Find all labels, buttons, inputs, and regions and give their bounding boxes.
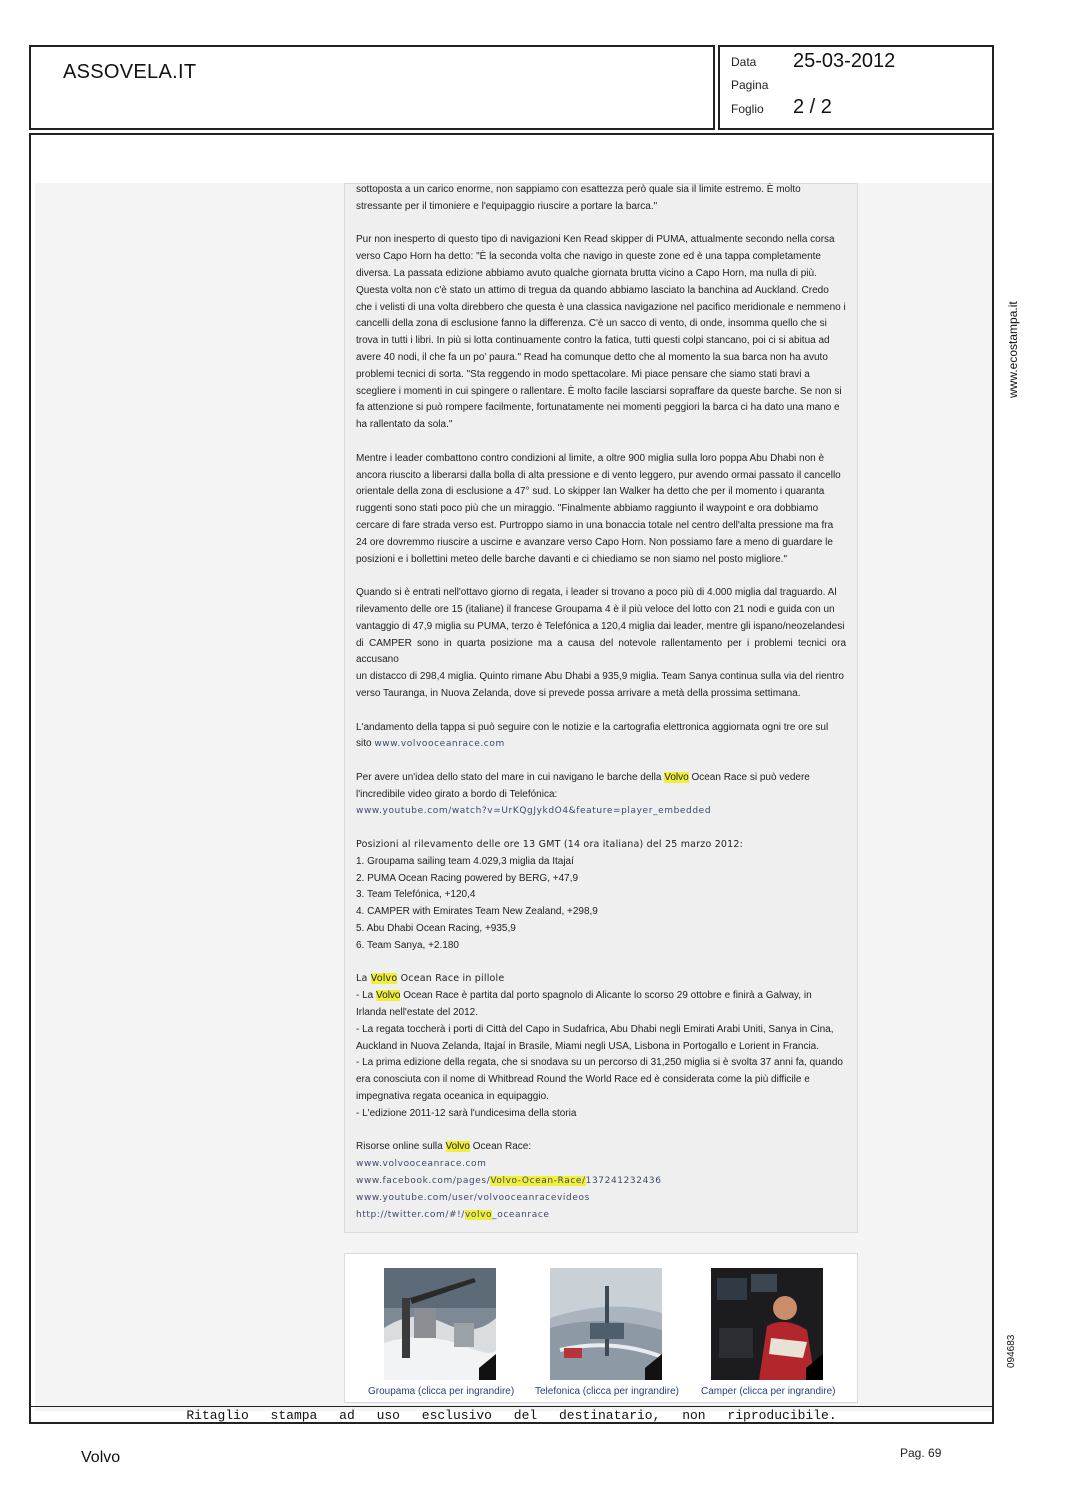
paragraph-4: Quando si è entrati nell'ottavo giorno di regata, i leader si trovano a poco più di 4.000 miglia dal traguardo. Al rilevamento delle ore 15 (italiane) il francese Groupama 4 è il più veloce del lotto con 21 nodi e guida con un vantaggio di 47,9 miglia su PUMA, terzo è Telefónica a 120,4 miglia dai leader, mentre gli ispano/neozelandesi di CAMPER sono in quarta posizione ma a causa del notevole rallentamento per i problemi tecnici ora accusano un distacco di 298,4 miglia. Quinto rimane Abu Dhabi a 935,9 miglia. Team Sanya continua sulla via del rientro verso Tauranga, in Nuova Zelanda, dove si prevede possa arrivare a metà della prossima settimana. (356, 587, 846, 699)
resources-section: Risorse online sulla Volvo Ocean Race: www.volvooceanrace.com www.facebook.com/pages/Volvo-Ocean-Race/137241232436 www.youtube.com/user/volvooceanracevideos http://twitter.com/#!/volvo_oceanrace (356, 1139, 846, 1223)
caption-camper[interactable]: Camper (clicca per ingrandire) (701, 1386, 836, 1397)
caption-groupama[interactable]: Groupama (clicca per ingrandire) (368, 1386, 515, 1397)
highlight-volvo: Volvo (664, 771, 689, 783)
paragraph-1: sottoposta a un carico enorme, non sappiamo con esattezza però quale sia il limite estremo. È molto stressante per il timoniere e l'equipaggio riuscire a portare la barca." (356, 184, 801, 212)
article-body (356, 182, 846, 1240)
header-meta-box (718, 45, 994, 130)
volvooceanrace-link[interactable]: www.volvooceanrace.com (374, 739, 505, 750)
data-value: 25-03-2012 (793, 50, 896, 72)
header-publication-box (29, 45, 715, 130)
positions-title: Posizioni al rilevamento delle ore 13 GMT (14 ora italiana) del 25 marzo 2012: (356, 839, 744, 851)
position-item: 3. Team Telefónica, +120,4 (356, 889, 476, 901)
positions-list (356, 837, 846, 955)
position-item: 4. CAMPER with Emirates Team New Zealand, +298,9 (356, 906, 598, 918)
foglio-label: Foglio (731, 102, 764, 116)
highlight-volvo: Volvo (370, 973, 398, 985)
foglio-value: 2 / 2 (793, 96, 832, 118)
paragraph-2: Pur non inesperto di questo tipo di navigazioni Ken Read skipper di PUMA, attualmente secondo nella corsa verso Capo Horn ha detto: "È la seconda volta che navigo in queste zone ed è una tappa completamente diversa. La passata edizione abbiamo avuto qualche giornata brutta vicino a Capo Horn, ma nulla di più. Questa volta non c'è stato un attimo di tregua da quando abbiamo lasciato la banchina ad Auckland. Credo che i velisti di una volta direbbero che questa è una classica navigazione nel pacifico meridionale e nemmeno i cancelli della zona di esclusione fanno la differenza. C'è un sacco di vento, di onde, insomma quello che si trova in tutti i libri. In più si lotta continuamente contro la fatica, tutti questi colpi stancano, poi ci si abitua ad avere 40 nodi, il che fa un po' paura." Read ha comunque detto che al momento la sua barca non ha avuto problemi tecnici di sorta. "Sta reggendo in modo spettacolare. Mi piace pensare che siamo stati bravi a scegliere i momenti in cui spingere o rallentare. È molto facile lasciarsi sopraffare da queste barche. Se non si fa attenzione si può rompere facilmente, fortunatamente nei momenti peggiori la barca ci ha dato una mano e ha rallentato da sola." (356, 234, 846, 431)
reproduction-notice: Ritaglio stampa ad uso esclusivo del destinatario, non riproducibile. (186, 1408, 837, 1423)
position-item: 5. Abu Dhabi Ocean Racing, +935,9 (356, 923, 516, 935)
telefonica-photo[interactable] (550, 1268, 662, 1380)
resource-link-youtube[interactable]: www.youtube.com/user/volvooceanracevideos (356, 1192, 590, 1203)
ecostampa-site-label: www.ecostampa.it (1006, 301, 1020, 398)
paragraph-3: Mentre i leader combattono contro condizioni al limite, a oltre 900 miglia sulla loro poppa Abu Dhabi non è ancora riuscito a liberarsi dalla bolla di alta pressione e di vento leggero, pur avendo ormai passato il cancello orientale della zona di esclusione a 47° sud. Lo skipper Ian Walker ha detto che per il momento i quaranta ruggenti sono stati poco più che un miraggio. "Finalmente abbiamo raggiunto il waypoint e ora dobbiamo cercare di fare strada verso est. Purtroppo siamo in una bonaccia totale nel centro dell'alta pressione ma fra 24 ore dovremmo riuscire a uscirne e avanzare verso Capo Horn. Non possiamo fare a meno di guardare le posizioni e i bollettini meteo delle barche davanti e ci chiediamo se non siamo nel posto migliore." (356, 452, 841, 565)
camper-photo[interactable] (711, 1268, 823, 1380)
position-item: 6. Team Sanya, +2.180 (356, 939, 459, 951)
paragraph-5: L'andamento della tappa si può seguire con le notizie e la cartografia elettronica aggiornata ogni tre ore sul sito www.volvooceanrace.com (356, 721, 829, 750)
data-label: Data (731, 55, 757, 69)
document-code: 094683 (1006, 1334, 1017, 1368)
youtube-video-link[interactable]: www.youtube.com/watch?v=UrKQgJykdO4&feature=player_embedded (356, 806, 712, 817)
highlight-volvo: Volvo (445, 1141, 470, 1153)
pagina-label: Pagina (731, 78, 769, 92)
publication-name: ASSOVELA.IT (63, 61, 197, 83)
caption-telefonica[interactable]: Telefonica (clicca per ingrandire) (535, 1386, 679, 1397)
resource-link-twitter[interactable]: http://twitter.com/#!/volvo_oceanrace (356, 1209, 550, 1220)
page-number: Pag. 69 (900, 1446, 942, 1460)
article-panel (344, 183, 858, 1233)
position-item: 2. PUMA Ocean Racing powered by BERG, +47,9 (356, 872, 579, 884)
topic-label: Volvo (81, 1449, 121, 1466)
pills-section: La Volvo Ocean Race in pillole - La Volvo Ocean Race è partita dal porto spagnolo di Alicante lo scorso 29 ottobre e finirà a Galway, in Irlanda nell'estate del 2012. - La regata toccherà i porti di Città del Capo in Sudafrica, Abu Dhabi negli Emirati Arabi Uniti, Sanya in Cina, Auckland in Nuova Zelanda, Itajaí in Brasile, Miami negli USA, Lisbona in Portogallo e Lorient in Francia. - La prima edizione della regata, che si snodava su un percorso di 31,250 miglia si è svolta 37 anni fa, quando era conosciuta con il nome di Whitbread Round the World Race ed è considerata come la più difficile e impegnativa regata oceanica in equipaggio. - L'edizione 2011-12 sarà l'undicesima della storia (356, 973, 843, 1119)
resource-link-facebook[interactable]: www.facebook.com/pages/Volvo-Ocean-Race/137241232436 (356, 1176, 662, 1187)
clipping-frame (29, 133, 994, 1424)
paragraph-6: Per avere un'idea dello stato del mare in cui navigano le barche della Volvo Ocean Race si può vedere l'incredibile video girato a bordo di Telefónica: www.youtube.com/watch?v=UrKQgJykdO4&feature=player_embedded (356, 770, 846, 820)
resource-link-website[interactable]: www.volvooceanrace.com (356, 1159, 487, 1170)
highlight-volvo: Volvo (376, 990, 401, 1002)
position-item: 1. Groupama sailing team 4.029,3 miglia da Itajaí (356, 855, 574, 867)
footer-divider (31, 1406, 992, 1407)
groupama-photo[interactable] (384, 1268, 496, 1380)
photo-gallery (344, 1253, 858, 1403)
